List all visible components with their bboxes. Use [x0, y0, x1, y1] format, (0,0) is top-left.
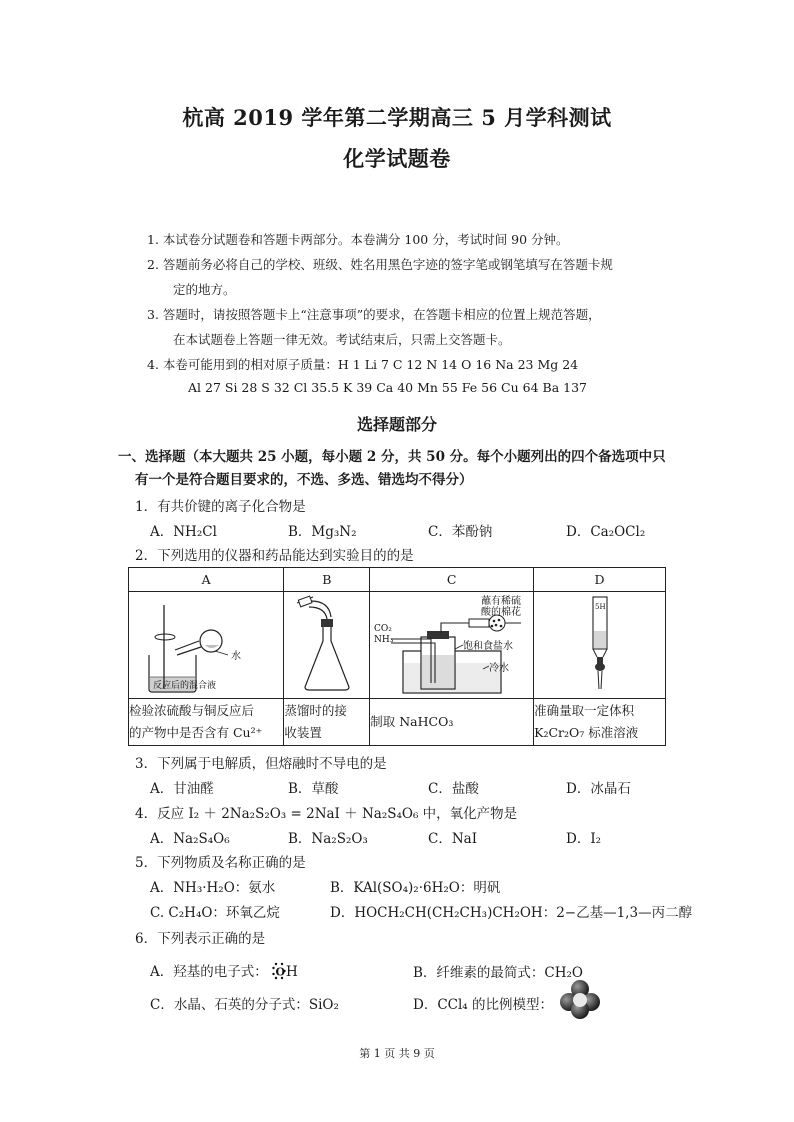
- q1-option-a: A．NH₂Cl: [150, 524, 217, 540]
- q2-header-c: C: [370, 568, 534, 592]
- q2-figure-d: [534, 592, 666, 699]
- q5-option-b: B．KAl(SO₄)₂·6H₂O：明矾: [330, 880, 501, 896]
- q2-figure-a: [129, 592, 284, 699]
- q5-option-d: D．HOCH₂CH(CH₂CH₃)CH₂OH：2−乙基—1,3—丙二醇: [330, 905, 693, 921]
- q2-a-water-label: 水: [231, 651, 242, 662]
- part1-instructions-cont: 有一个是符合题目要求的，不选、多选、错选均不得分）: [135, 472, 473, 488]
- q2-c-cold-label: 冷水: [488, 663, 509, 674]
- svg-text:O: O: [275, 965, 286, 979]
- q1-option-c: C．苯酚钠: [428, 524, 493, 540]
- q1-option-b: B．Mg₃N₂: [288, 524, 357, 540]
- q1-stem: 1．有共价键的离子化合物是: [135, 499, 306, 515]
- q5-option-c: C. C₂H₄O：环氧乙烷: [150, 905, 280, 921]
- q2-c-nh3-label: NH₃: [373, 635, 394, 645]
- q6-option-a: A．羟基的电子式： O H: [150, 964, 298, 980]
- hydroxyl-electron-dots: [272, 962, 286, 980]
- q5-stem: 5．下列物质及名称正确的是: [135, 855, 306, 871]
- q2-apparatus-table: [128, 567, 666, 746]
- q3-option-a: A．甘油醛: [150, 781, 214, 797]
- note-4: 4. 本卷可能用到的相对原子质量：H 1 Li 7 C 12 N 14 O 16 Na 23 Mg 24: [147, 357, 579, 372]
- q4-option-d: D．I₂: [566, 831, 602, 847]
- note-2-cont: 定的地方。: [173, 282, 236, 297]
- q2-c-salt-label: 饱和食盐水: [462, 641, 513, 652]
- q6-option-c: C．水晶、石英的分子式：SiO₂: [150, 997, 339, 1013]
- q3-option-c: C．盐酸: [428, 781, 479, 797]
- ccl4-space-filling-model: [560, 980, 600, 1020]
- q6-option-d: D．CCl₄ 的比例模型：: [413, 997, 554, 1013]
- q4-option-c: C．NaI: [428, 831, 478, 847]
- q1-option-d: D．Ca₂OCl₂: [566, 524, 646, 540]
- q4-option-a: A．Na₂S₄O₆: [150, 831, 230, 847]
- q2-header-b: B: [284, 568, 370, 592]
- note-3: 3. 答题时，请按照答题卡上“注意事项”的要求，在答题卡相应的位置上规范答题，: [147, 307, 601, 322]
- q2-c-co2-label: CO₂: [373, 624, 392, 634]
- q2-desc-b: 蒸馏时的接 收装置: [284, 699, 370, 746]
- q5-option-a: A．NH₃·H₂O：氨水: [150, 880, 276, 896]
- q2-header-d: D: [534, 568, 666, 592]
- q2-desc-a: 检验浓硫酸与铜反应后 的产物中是否含有 Cu²⁺: [129, 699, 284, 746]
- q3-stem: 3．下列属于电解质，但熔融时不导电的是: [135, 756, 387, 772]
- note-3-cont: 在本试题卷上答题一律无效。考试结束后，只需上交答题卡。: [173, 332, 511, 347]
- q4-stem: 4．反应 I₂ ＋ 2Na₂S₂O₃ = 2NaI ＋ Na₂S₄O₆ 中，氧化产物是: [135, 806, 518, 822]
- note-2: 2. 答题前务必将自己的学校、班级、姓名用黑色字迹的签字笔或钢笔填写在答题卡规: [147, 257, 613, 272]
- q6-option-b: B．纤维素的最简式：CH₂O: [413, 965, 584, 981]
- page-number: 第 1 页 共 9 页: [359, 1047, 435, 1060]
- q2-figure-c: [370, 592, 534, 699]
- section-title: 选择题部分: [356, 415, 437, 434]
- q6-stem: 6．下列表示正确的是: [135, 931, 266, 947]
- q2-desc-d: 准确量取一定体积 K₂Cr₂O₇ 标准溶液: [534, 699, 666, 746]
- note-4-cont: Al 27 Si 28 S 32 Cl 35.5 K 39 Ca 40 Mn 55 Fe 56 Cu 64 Ba 137: [188, 380, 587, 395]
- part1-instructions: 一、选择题（本大题共 25 小题，每小题 2 分，共 50 分。每个小题列出的四个备选项中只: [118, 449, 666, 465]
- q2-c-cotton-label-2: 酸的棉花: [480, 607, 521, 618]
- exam-subtitle: 化学试题卷: [343, 146, 451, 171]
- q4-option-b: B．Na₂S₂O₃: [288, 831, 368, 847]
- q2-figure-b: [284, 592, 370, 699]
- q3-option-b: B．草酸: [288, 781, 339, 797]
- q3-option-d: D．冰晶石: [566, 781, 631, 797]
- note-1: 1. 本试卷分试题卷和答题卡两部分。本卷满分 100 分，考试时间 90 分钟。: [147, 232, 569, 247]
- q2-stem: 2．下列选用的仪器和药品能达到实验目的的是: [135, 548, 414, 564]
- q2-a-mixture-label: 反应后的混合液: [153, 681, 217, 691]
- q2-c-cotton-label-1: 蘸有稀硫: [480, 596, 521, 607]
- q2-desc-c: 制取 NaHCO₃: [370, 699, 534, 746]
- q2-header-a: A: [129, 568, 284, 592]
- q2-d-burette-mark: 5H: [594, 603, 606, 611]
- exam-title: 杭高 2019 学年第二学期高三 5 月学科测试: [182, 105, 612, 130]
